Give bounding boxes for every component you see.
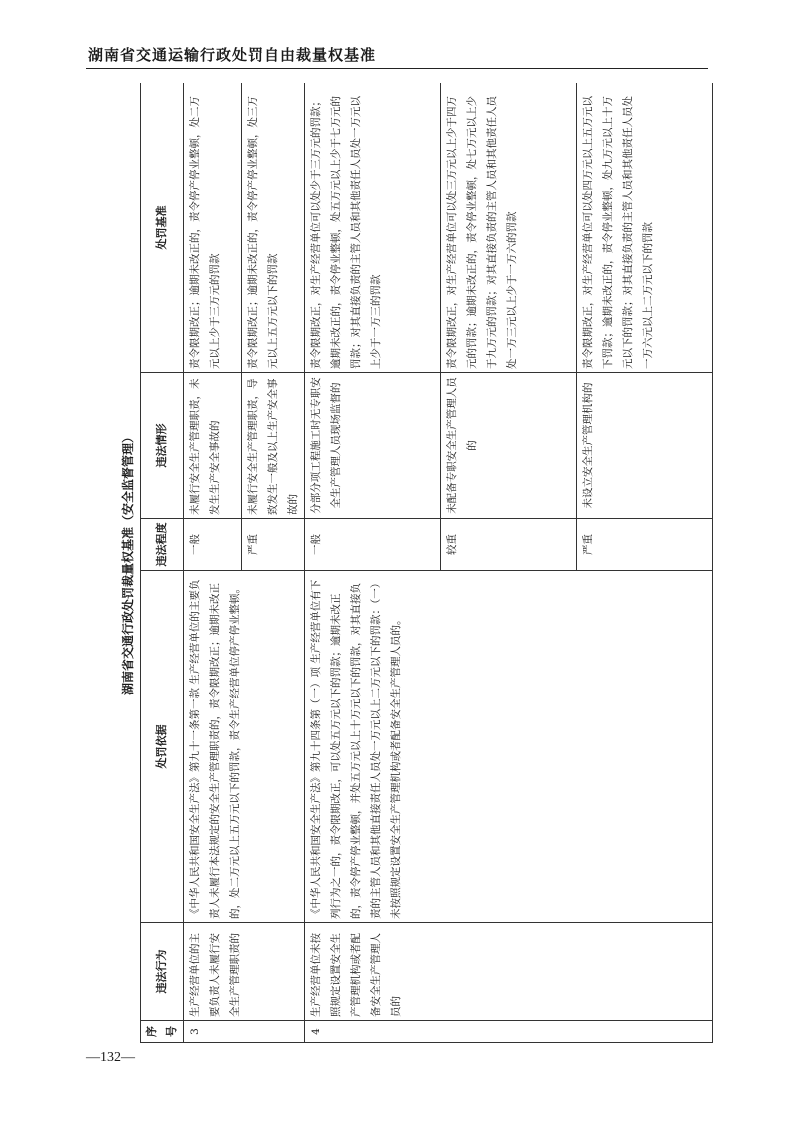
penalty-table <box>140 83 713 1043</box>
header-standard: 处罚基准 <box>141 83 184 373</box>
table-title: 湖南省交通行政处罚裁量权基准（安全监督管理） <box>121 431 135 696</box>
item4-circumstance-1: 分部分项工程施工时无专职安全生产管理人员现场监督的 <box>305 373 441 519</box>
item3-act: 生产经营单位的主要负责人未履行安全生产管理职责的 <box>184 923 305 1021</box>
item3-circumstance-1: 未履行安全生产管理职责，未发生生产安全事故的 <box>184 373 242 519</box>
page-number: —132— <box>86 1050 135 1065</box>
item3-standard-1: 责令限期改正；逾期未改正的，责令停产停业整顿，处二万元以上少于三万元的罚款 <box>184 83 242 373</box>
item4-circumstance-2: 未配备专职安全生产管理人员的 <box>441 373 577 519</box>
item4-standard-2: 责令限期改正，对生产经营单位可以处三万元以上少于四万元的罚款；逾期未改正的，责令停业整顿，处七万元以上少于九万元的罚款；对其直接负责的主管人员和其他责任人员处一万三元以上少于一万六的罚款 <box>441 83 577 373</box>
item3-standard-2: 责令限期改正；逾期未改正的，责令停产停业整顿，处三万元以上五万元以下的罚款 <box>242 83 305 373</box>
header-rule <box>86 68 708 69</box>
item4-standard-3: 责令限期改正，对生产经营单位可以处四万元以上五万元以下罚款；逾期未改正的，责令停业整顿，处九万元以上十万元以下的罚款；对其直接负责的主管人员和其他责任人员处一万六元以上二万元以下的罚款 <box>577 83 713 373</box>
header-degree: 违法程度 <box>141 519 184 571</box>
item4-standard-1: 责令限期改正，对生产经营单位可以处少于三万元的罚款；逾期未改正的，责令停业整顿，处五万元以上少于七万元的罚款；对其直接负责的主管人员和其他责任人员处一万元以上少于一万三的罚款 <box>305 83 441 373</box>
item3-seq: 3 <box>184 1021 305 1043</box>
running-header: 湖南省交通运输行政处罚自由裁量权基准 <box>88 46 377 64</box>
item4-degree-2: 较重 <box>441 519 577 571</box>
item4-degree-3: 严重 <box>577 519 713 571</box>
table-region <box>116 83 715 1043</box>
header-basis: 处罚依据 <box>141 571 184 923</box>
item3-degree-2: 严重 <box>242 519 305 571</box>
item4-basis: 《中华人民共和国安全生产法》第九十四条第（一）项 生产经营单位有下列行为之一的，责令限期改正，可以处五万元以下的罚款；逾期未改正的，责令停产停业整顿，并处五万元以上十万元以下的罚款，对其直接负责的主管人员和其他直接责任人员处一万元以上二万元以下的罚款：（一）未按照规定设置安全生产管理机构或者配备安全生产管理人员的。 <box>305 571 713 923</box>
table-row <box>184 83 242 1043</box>
item3-degree-1: 一般 <box>184 519 242 571</box>
item4-seq: 4 <box>305 1021 713 1043</box>
item3-circumstance-2: 未履行安全生产管理职责，导致发生一般及以上生产安全事故的 <box>242 373 305 519</box>
header-circumstance: 违法情形 <box>141 373 184 519</box>
item3-basis: 《中华人民共和国安全生产法》第九十一条第一款 生产经营单位的主要负责人未履行本法规定的安全生产管理职责的，责令限期改正；逾期未改正的，处二万元以上五万元以下的罚款，责令生产经营单位停产停业整顿。 <box>184 571 305 923</box>
table-header-row <box>141 83 184 1043</box>
item4-act: 生产经营单位未按照规定设置安全生产管理机构或者配备安全生产管理人员的 <box>305 923 713 1021</box>
table-row <box>305 83 441 1043</box>
item4-circumstance-3: 未设立安全生产管理机构的 <box>577 373 713 519</box>
rotated-table <box>116 83 715 1043</box>
header-act: 违法行为 <box>141 923 184 1021</box>
header-seq: 序号 <box>141 1021 184 1043</box>
item4-degree-1: 一般 <box>305 519 441 571</box>
